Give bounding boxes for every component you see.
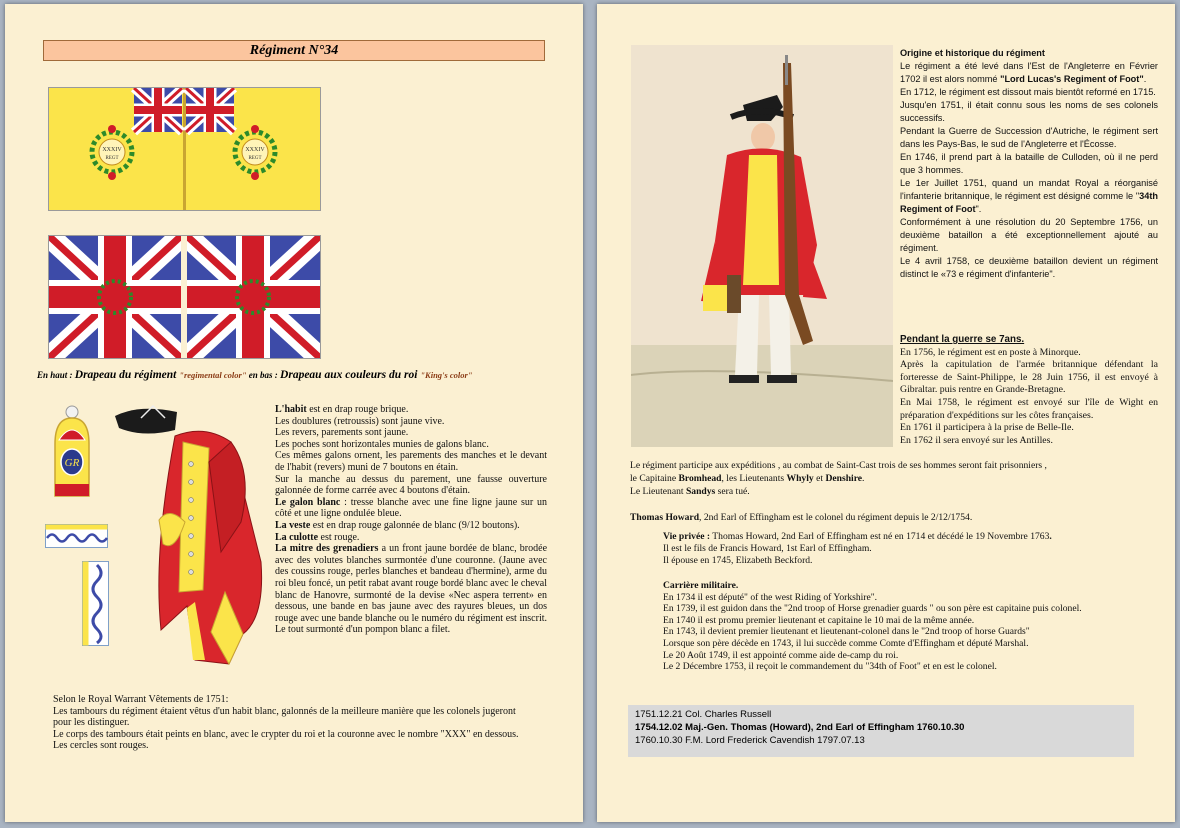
lace-image bbox=[45, 524, 108, 548]
colonels-table bbox=[628, 705, 1134, 757]
military-career bbox=[663, 580, 1158, 673]
uniform-line: Les doublures (retroussis) sont jaune vive. bbox=[275, 415, 445, 427]
lace-term: Le galon blanc bbox=[275, 496, 341, 508]
coat-image bbox=[113, 402, 273, 667]
expedition-section bbox=[630, 460, 1160, 498]
expedition-text: , les Lieutenants bbox=[721, 472, 787, 484]
right-page bbox=[597, 4, 1175, 822]
career-line: En 1739, il est guidon dans the "2nd troop of Horse grenadier guards " ou son père est capitaine puis colonel. bbox=[663, 603, 1082, 615]
denshire-name: Denshire bbox=[825, 472, 863, 484]
warrant-line: Les tambours du régiment étaient vêtus d'un habit blanc, galonnés de la meilleure manière que les colonels jugeront pour les distinguer. bbox=[53, 705, 516, 729]
origin-p6-b: 34th Regiment of Foot bbox=[900, 191, 1158, 214]
expedition-text: Le Lieutenant bbox=[630, 485, 686, 497]
origin-p6-a: Le 1er Juillet 1751, quand un mandat Royal a réorganisé l'infanterie britannique, le régiment est désigné comme le " bbox=[900, 178, 1158, 201]
colonel-text: , 2nd Earl of Effingham est le colonel du régiment depuis le 2/12/1754. bbox=[699, 512, 973, 523]
origin-title: Origine et historique du régiment bbox=[900, 48, 1045, 58]
caption-kings-flag: Drapeau aux couleurs du roi bbox=[280, 369, 421, 381]
war-title: Pendant la guerre se 7ans. bbox=[900, 334, 1025, 345]
lace-vertical-image bbox=[82, 561, 109, 646]
private-title: Vie privée : bbox=[663, 531, 711, 542]
left-page bbox=[5, 4, 583, 822]
war-line: En Mai 1758, le régiment est envoyé sur l'île de Wight en préparation d'expéditions sur les côtes françaises. bbox=[900, 396, 1158, 421]
origin-line: En 1746, il prend part à la bataille de Culloden, où il ne perd que 3 hommes. bbox=[900, 152, 1158, 175]
caption-regimental-color-term: "regimental color" bbox=[179, 370, 247, 380]
expedition-text: sera tué. bbox=[715, 485, 750, 497]
flag-motto-left-2: REGT bbox=[105, 156, 119, 161]
origin-line: Le 4 avril 1758, ce deuxième bataillon devient un régiment distinct le «73 e régiment d'infanterie". bbox=[900, 256, 1158, 279]
warrant-line: Le corps des tambours était peints en blanc, avec le crypter du roi et la couronne avec le nombre "XXX" en dessous. Les cercles sont rouges. bbox=[53, 728, 519, 752]
war-line: Après la capitulation de l'armée britannique défendant la forteresse de Saint-Philippe, le 28 Juin 1756, il est envoyé à Gibraltar. puis rentre en Grande-Bretagne. bbox=[900, 359, 1158, 396]
union-flag-right bbox=[187, 236, 320, 358]
coat-term: L'habit bbox=[275, 404, 307, 415]
expedition-text: le Capitaine bbox=[630, 472, 679, 484]
caption-regimental-flag: Drapeau du régiment bbox=[74, 369, 180, 381]
private-line: Thomas Howard, 2nd Earl of Effingham est né en 1714 et décédé le 19 Novembre 1763 bbox=[710, 531, 1050, 542]
origin-line: Pendant la Guerre de Succession d'Autriche, le régiment sert dans les Pays-Bas, le sud de l'Angleterre et l'Écosse. bbox=[900, 126, 1158, 149]
colonel-row: 1751.12.21 Col. Charles Russell bbox=[635, 709, 772, 720]
caption-bottom-label: en bas : bbox=[246, 370, 281, 380]
mitre-term: La mitre des grenadiers bbox=[275, 543, 379, 555]
lace-text: : tresse blanche avec une fine ligne jaune sur un côté et une ligne ondulée bleue. bbox=[275, 496, 547, 520]
career-line: Le 20 Août 1749, il est appointé comme aide de-camp du roi. bbox=[663, 649, 899, 661]
bromhead-name: Bromhead bbox=[678, 472, 722, 484]
whyly-name: Whyly bbox=[786, 472, 814, 484]
svg-text:GR: GR bbox=[64, 457, 80, 469]
vest-term: La veste bbox=[275, 519, 311, 531]
regimental-color-flags bbox=[48, 87, 321, 211]
private-line: Il est le fils de Francis Howard, 1st Earl of Effingham. bbox=[663, 543, 872, 555]
origin-line: Jusqu'en 1751, il était connu sous les noms de ses colonels successifs. bbox=[900, 100, 1158, 123]
war-line: En 1756, le régiment est en poste à Minorque. bbox=[900, 346, 1081, 358]
colonel-name: Thomas Howard bbox=[630, 512, 700, 523]
war-line: En 1762 il sera envoyé sur les Antilles. bbox=[900, 434, 1053, 446]
royal-warrant bbox=[53, 694, 533, 752]
expedition-line: Le régiment participe aux expéditions , au combat de Saint-Cast trois de ses hommes seront fait prisonniers , bbox=[630, 460, 1047, 471]
war-line: En 1761 il participera à la prise de Belle-Ile. bbox=[900, 422, 1074, 434]
uniform-line: Ces mêmes galons ornent, les parements des manches et le devant de l'habit (revers) muni de 7 boutons en étain. bbox=[275, 450, 547, 473]
career-line: En 1743, il devient premier lieutenant et lieutenant-colonel dans le "2nd troop of horse Guards" bbox=[663, 626, 1030, 638]
private-line: Il épouse en 1745, Elizabeth Beckford. bbox=[663, 555, 813, 567]
breeches-term: La culotte bbox=[275, 531, 319, 543]
career-line: Lorsque son père décède en 1743, il lui succède comme Comte d'Effingham et député Marshal. bbox=[663, 637, 1029, 649]
regimental-flags-image bbox=[49, 88, 320, 210]
sandys-name: Sandys bbox=[685, 485, 716, 497]
origin-section bbox=[900, 47, 1158, 281]
page-title: Régiment N°34 bbox=[43, 40, 545, 61]
caption-top-label: En haut : bbox=[37, 370, 75, 380]
war-section bbox=[900, 334, 1158, 447]
caption-kings-color-term: "King's color" bbox=[420, 370, 473, 380]
origin-p6-c: ". bbox=[975, 204, 982, 214]
colonel-row: 1760.10.30 F.M. Lord Frederick Cavendish 1797.07.13 bbox=[635, 735, 865, 746]
coat-text: est en drap rouge brique. bbox=[306, 404, 409, 415]
expedition-text: . bbox=[862, 472, 865, 484]
colonel-row: 1754.12.02 Maj.-Gen. Thomas (Howard), 2nd Earl of Effingham 1760.10.30 bbox=[635, 722, 965, 733]
origin-p1-b: "Lord Lucas's Regiment of Foot" bbox=[1000, 74, 1144, 84]
soldier-illustration bbox=[631, 45, 893, 447]
breeches-text: est rouge. bbox=[318, 531, 360, 543]
private-line-end: . bbox=[1049, 531, 1052, 542]
expedition-text: et bbox=[813, 472, 826, 484]
flag-motto-right-1: XXXIV bbox=[245, 147, 265, 153]
private-life bbox=[663, 531, 1158, 568]
origin-p1-a: Le régiment a été levé dans l'Est de l'Angleterre en Février 1702 il est alors nommé bbox=[900, 61, 1158, 84]
mitre-text: a un front jaune bordée de blanc, brodée avec des volutes blanches surmontée d'une couronne. (Jaune avec des coussins rouge, perles blanches et bandeau d'hermine), arme du roi bleu foncé, un petit rabat avant rouge bordé blanc avec le cheval blanc de Hanovre, surmonté de la devise «Nec aspera terrent» en dessous, une bande en bas jaune avec des rayures bleues, un dos rouge avec une bande blanche ou le numéro du régiment est inscrit. Le tout surmonté d'un pompon blanc a filet. bbox=[275, 543, 548, 636]
flags-caption bbox=[37, 369, 567, 381]
career-line: Le 2 Décembre 1753, il reçoit le commandement du "34th of Foot" et en est le colonel. bbox=[663, 661, 997, 673]
uniform-line: Sur la manche au dessus du parement, une fausse ouverture galonnée de forme carrée avec 4 boutons d'étain. bbox=[275, 473, 547, 497]
vest-text: est en drap rouge galonnée de blanc (9/12 boutons). bbox=[310, 519, 520, 531]
flag-motto-left-1: XXXIV bbox=[102, 147, 122, 153]
career-line: En 1734 il est député" of the west Riding of Yorkshire". bbox=[663, 591, 878, 603]
uniform-line: Les poches sont horizontales munies de galons blanc. bbox=[275, 438, 489, 450]
union-flag-left bbox=[49, 236, 181, 358]
kings-color-flags bbox=[48, 235, 321, 359]
grenadier-mitre-image bbox=[49, 404, 95, 500]
flag-motto-right-2: REGT bbox=[248, 156, 262, 161]
career-line: En 1740 il est promu premier lieutenant et capitaine le 10 mai de la même année. bbox=[663, 614, 975, 626]
origin-line: Conformément à une résolution du 20 Septembre 1756, un deuxième bataillon a été exceptionnellement ajouté au régiment. bbox=[900, 217, 1158, 253]
uniform-description bbox=[275, 404, 547, 636]
warrant-line: Selon le Royal Warrant Vêtements de 1751: bbox=[53, 694, 229, 705]
career-title: Carrière militaire. bbox=[663, 580, 739, 591]
uniform-line: Les revers, parements sont jaune. bbox=[275, 427, 409, 439]
origin-line: En 1712, le régiment est dissout mais bientôt reformé en 1715. bbox=[900, 87, 1156, 97]
kings-flags-image bbox=[49, 236, 320, 358]
origin-p1-c: . bbox=[1143, 74, 1147, 84]
colonel-line bbox=[630, 512, 1160, 524]
